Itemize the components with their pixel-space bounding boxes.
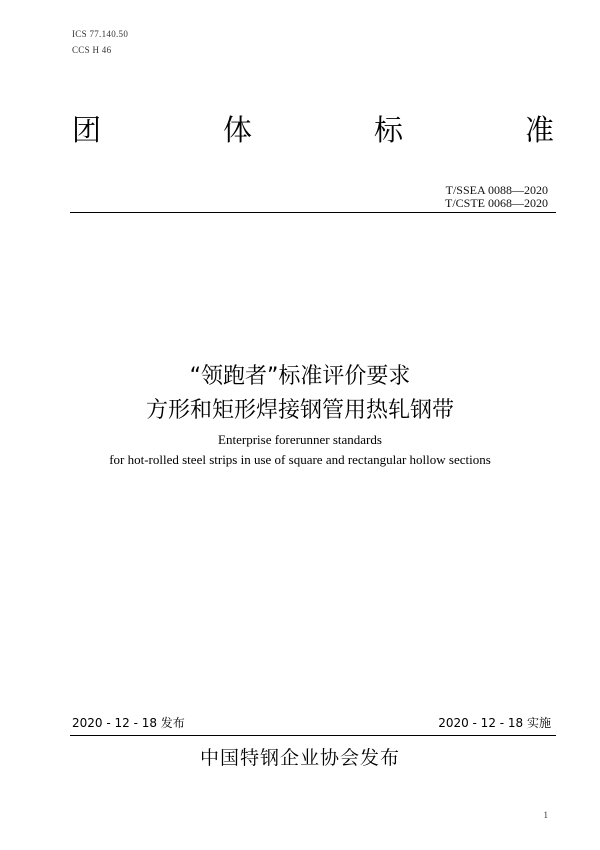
standard-type-char: 体 <box>222 113 252 147</box>
top-divider <box>70 212 556 213</box>
issue-date: 2020 - 12 - 18 发布 <box>72 716 185 730</box>
implementation-date: 2020 - 12 - 18 实施 <box>438 716 551 730</box>
standard-code-ssea: T/SSEA 0088—2020 <box>445 183 548 197</box>
ccs-code: CCS H 46 <box>72 45 112 55</box>
page-number: 1 <box>543 810 548 820</box>
english-title-line-1: Enterprise forerunner standards <box>218 432 382 447</box>
standard-code-cste: T/CSTE 0068—2020 <box>444 196 548 210</box>
english-title-line-2: for hot-rolled steel strips in use of square and rectangular hollow sections <box>109 452 491 467</box>
chinese-title-line-1: “领跑者”标准评价要求 <box>189 364 411 389</box>
ics-code: ICS 77.140.50 <box>72 29 129 39</box>
standard-type-char: 准 <box>524 113 554 147</box>
issuing-organization: 中国特钢企业协会发布 <box>199 747 400 769</box>
standard-type-title <box>72 112 554 148</box>
standard-type-char: 标 <box>373 113 403 147</box>
bottom-divider <box>70 735 556 736</box>
chinese-title-line-2: 方形和矩形焊接钢管用热轧钢带 <box>145 398 454 423</box>
standard-type-char: 团 <box>72 113 102 147</box>
